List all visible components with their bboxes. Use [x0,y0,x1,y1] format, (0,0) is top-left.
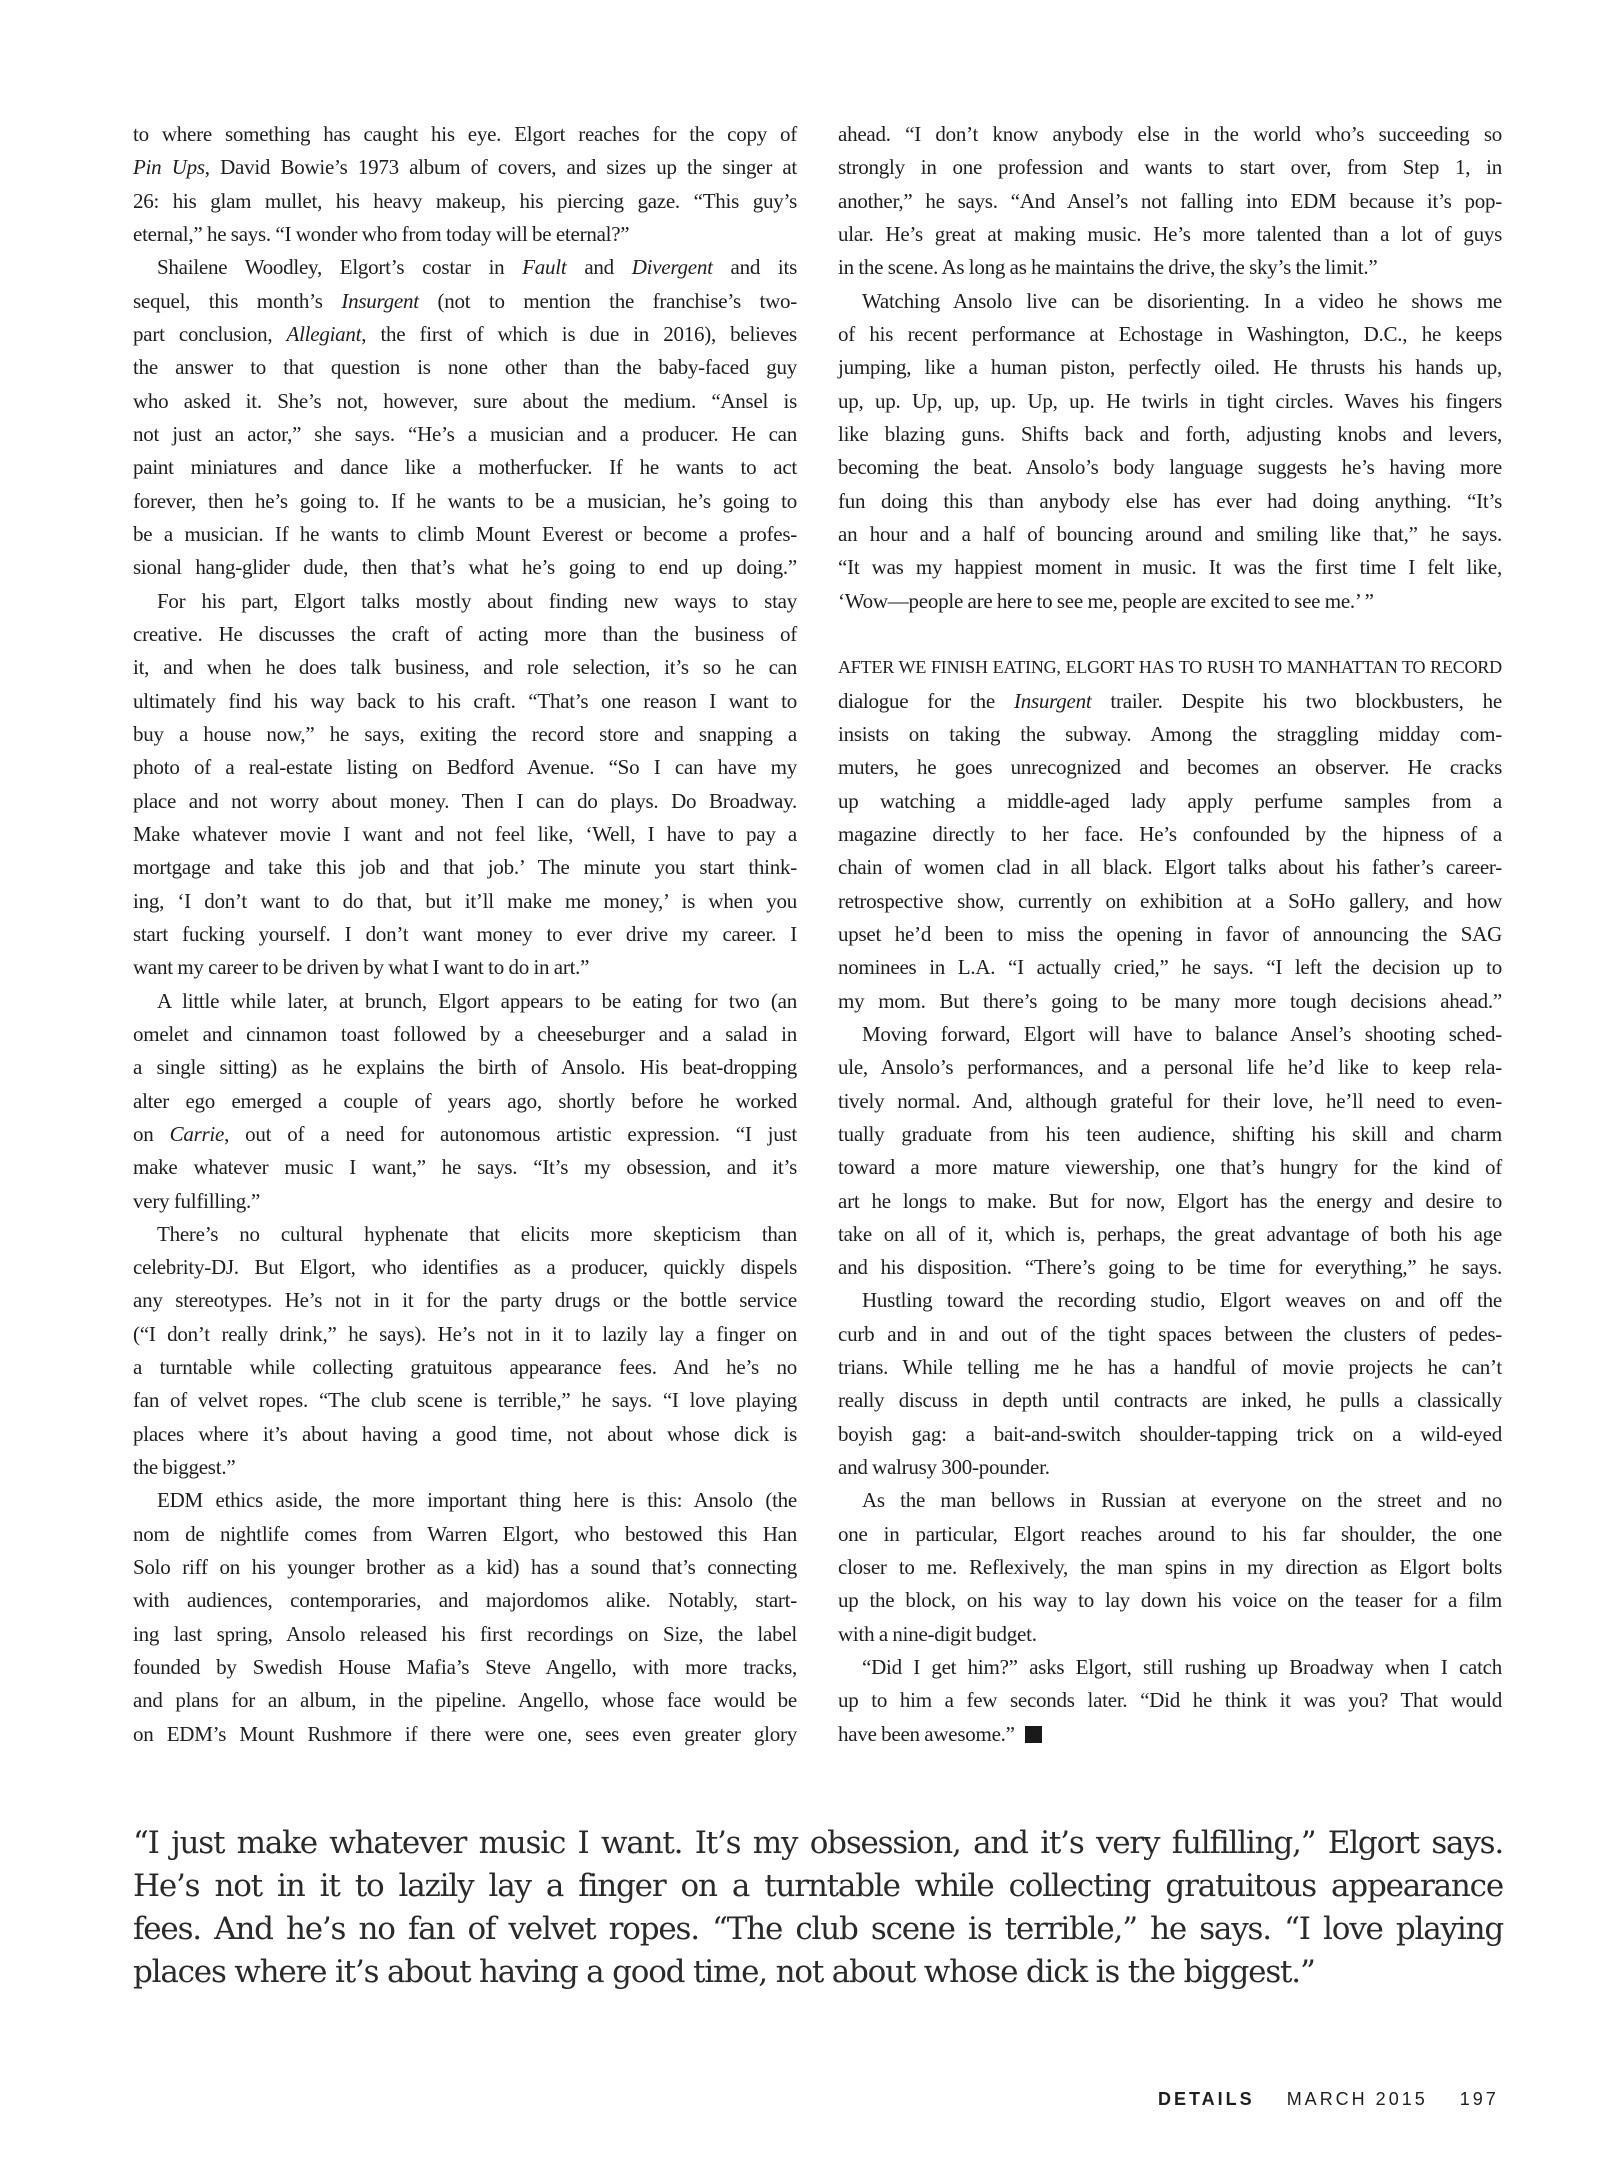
text-line: tively normal. And, although grateful for their love, he’ll need to even- [838,1088,1502,1113]
text-line: and his disposition. “There’s going to be time for everything,” he says. [838,1255,1502,1280]
text-line: “Did I get him?” asks Elgort, still rushing up Broadway when I catch [862,1655,1502,1680]
text-line: a turntable while collecting gratuitous appearance fees. And he’s no [133,1355,797,1380]
text-line: buy a house now,” he says, exiting the record store and snapping a [133,721,797,746]
text-line: to where something has caught his eye. Elgort reaches for the copy of [133,122,797,146]
text-line: very fulfilling.” [133,1188,261,1213]
text-line: start fucking yourself. I don’t want money to ever drive my career. I [133,921,797,946]
magazine-name: DETAILS [1158,2089,1255,2109]
text-line: 26: his glam mullet, his heavy makeup, his piercing gaze. “This guy’s [133,188,797,213]
pull-quote-line: places where it’s about having a good time, not about whose dick is the biggest.” [133,1954,1315,1990]
text-line: Moving forward, Elgort will have to balance Ansel’s shooting sched- [862,1021,1502,1046]
italic-title: Pin Ups [133,155,205,180]
article-column-left [133,118,797,1751]
text-line: on EDM’s Mount Rushmore if there were one, sees even greater glory [133,1721,797,1746]
end-of-article-mark-icon [1025,1726,1042,1743]
text-line: who asked it. She’s not, however, sure about the medium. “Ansel is [133,388,797,413]
page-number: 197 [1459,2089,1499,2109]
text-line: chain of women clad in all black. Elgort talks about his father’s career- [838,855,1502,880]
text-line: in the scene. As long as he maintains the drive, the sky’s the limit.” [838,255,1378,280]
text-line: retrospective show, currently on exhibition at a SoHo gallery, and how [838,888,1502,913]
text-line: like blazing guns. Shifts back and forth, adjusting knobs and levers, [838,421,1502,446]
text-line: want my career to be driven by what I want to do in art.” [133,955,590,980]
text-line: nominees in L.A. “I actually cried,” he says. “I left the decision up to [838,955,1502,980]
text-line: the biggest.” [133,1455,236,1480]
text-line: of his recent performance at Echostage in Washington, D.C., he keeps [838,321,1502,346]
text-line: places where it’s about having a good time, not about whose dick is [133,1421,797,1446]
text-line: it, and when he does talk business, and role selection, it’s so he can [133,655,797,680]
italic-title: Insurgent [341,288,419,313]
pull-quote-line: He’s not in it to lazily lay a finger on a turntable while collecting gratuitous appearance [133,1868,1503,1904]
text-line: with a nine-digit budget. [838,1621,1037,1646]
text-line: muters, he goes unrecognized and becomes an observer. He cracks [838,755,1502,780]
text-line: boyish gag: a bait-and-switch shoulder-tapping trick on a wild-eyed [838,1421,1502,1446]
text-line: alter ego emerged a couple of years ago, shortly before he worked [133,1088,797,1113]
text-line: creative. He discusses the craft of acting more than the business of [133,621,797,646]
text-line: For his part, Elgort talks mostly about finding new ways to stay [157,588,797,613]
pull-quote [133,1822,1503,1994]
text-line: one in particular, Elgort reaches around to his far shoulder, the one [838,1521,1502,1546]
text-line: nom de nightlife comes from Warren Elgort, who bestowed this Han [133,1521,797,1546]
pull-quote-line: “I just make whatever music I want. It’s my obsession, and it’s very fulfilling,” Elgort says. [133,1825,1503,1861]
text-line: fan of velvet ropes. “The club scene is terrible,” he says. “I love playing [133,1388,797,1413]
text-line: forever, then he’s going to. If he wants to be a musician, he’s going to [133,488,797,513]
text-line: have been awesome.” [838,1718,1502,1751]
text-line: sequel, this month’s Insurgent (not to mention the franchise’s two- [133,288,797,313]
text-line: really discuss in depth until contracts are inked, he pulls a classically [838,1388,1502,1413]
text-line: dialogue for the Insurgent trailer. Despite his two blockbusters, he [838,688,1502,713]
page-footer [1158,2089,1499,2113]
text-line: upset he’d been to miss the opening in favor of announcing the SAG [838,921,1502,946]
text-line: founded by Swedish House Mafia’s Steve Angello, with more tracks, [133,1655,797,1680]
text-line: becoming the beat. Ansolo’s body language suggests he’s having more [838,455,1502,480]
text-line: an hour and a half of bouncing around and smiling like that,” he says. [838,521,1502,546]
text-line: up the block, on his way to lay down his voice on the teaser for a film [838,1588,1502,1613]
text-line: paint miniatures and dance like a motherfucker. If he wants to act [133,455,797,480]
text-line: curb and in and out of the tight spaces between the clusters of pedes- [838,1321,1502,1346]
section-lead-in: AFTER WE FINISH EATING, ELGORT HAS TO RUSH TO MANHATTAN TO RECORD [838,657,1502,678]
text-line: on Carrie, out of a need for autonomous artistic expression. “I just [133,1121,797,1146]
text-line: art he longs to make. But for now, Elgort has the energy and desire to [838,1188,1502,1213]
text-line: not just an actor,” she says. “He’s a musician and a producer. He can [133,421,797,446]
text-line: Make whatever movie I want and not feel like, ‘Well, I have to pay a [133,821,797,846]
text-line: up to him a few seconds later. “Did he think it was you? That would [838,1688,1502,1713]
text-line: Pin Ups, David Bowie’s 1973 album of covers, and sizes up the singer at [133,155,798,180]
text-line: jumping, like a human piston, perfectly oiled. He thrusts his hands up, [838,355,1502,380]
text-line: ule, Ansolo’s performances, and a personal life he’d like to keep rela- [838,1055,1502,1080]
text-line: part conclusion, Allegiant, the first of which is due in 2016), believes [133,321,797,346]
italic-title: Divergent [631,255,713,280]
text-line: ing last spring, Ansolo released his first recordings on Size, the label [133,1621,797,1646]
text-line: omelet and cinnamon toast followed by a cheeseburger and a salad in [133,1021,797,1046]
text-line: ahead. “I don’t know anybody else in the world who’s succeeding so [838,122,1502,146]
text-line: Solo riff on his younger brother as a kid) has a sound that’s connecting [133,1555,797,1580]
text-line: Shailene Woodley, Elgort’s costar in Fault and Divergent and its [157,255,797,280]
text-line: fun doing this than anybody else has ever had doing anything. “It’s [838,488,1502,513]
text-line: (“I don’t really drink,” he says). He’s not in it to lazily lay a finger on [133,1321,797,1346]
text-line: be a musician. If he wants to climb Mount Everest or become a profes- [133,521,797,546]
text-line: photo of a real-estate listing on Bedford Avenue. “So I can have my [133,755,797,780]
text-line: another,” he says. “And Ansel’s not falling into EDM because it’s pop- [838,188,1502,213]
text-line: Hustling toward the recording studio, Elgort weaves on and off the [862,1288,1502,1313]
text-line: As the man bellows in Russian at everyone on the street and no [862,1488,1502,1513]
text-line: ‘Wow—people are here to see me, people are excited to see me.’ ” [838,588,1374,613]
text-line: trians. While telling me he has a handful of movie projects he can’t [838,1355,1502,1380]
text-line: ing, ‘I don’t want to do that, but it’ll make me money,’ is when you [133,888,797,913]
italic-title: Carrie [169,1121,225,1146]
text-line: up, up. Up, up, up. Up, up. He twirls in tight circles. Waves his fingers [838,388,1502,413]
text-line: Watching Ansolo live can be disorienting. In a video he shows me [862,288,1502,313]
text-line: toward a more mature viewership, one that’s hungry for the kind of [838,1155,1502,1180]
text-line: and walrusy 300-pounder. [838,1455,1050,1480]
text-line: place and not worry about money. Then I can do plays. Do Broadway. [133,788,797,813]
italic-title: Allegiant [286,321,362,346]
text-line: insists on taking the subway. Among the straggling midday com- [838,721,1502,746]
italic-title: Insurgent [1013,688,1092,713]
text-line: any stereotypes. He’s not in it for the party drugs or the bottle service [133,1288,797,1313]
text-line: with audiences, contemporaries, and majordomos alike. Notably, start- [133,1588,797,1613]
text-line: closer to me. Reflexively, the man spins in my direction as Elgort bolts [838,1555,1502,1580]
text-line: A little while later, at brunch, Elgort appears to be eating for two (an [157,988,797,1013]
text-line: magazine directly to her face. He’s confounded by the hipness of a [838,821,1502,846]
text-line: take on all of it, which is, perhaps, the great advantage of both his age [838,1221,1502,1246]
text-line: mortgage and take this job and that job.’ The minute you start think- [133,855,797,880]
text-line: my mom. But there’s going to be many more tough decisions ahead.” [838,988,1502,1013]
text-line: sional hang-glider dude, then that’s what he’s going to end up doing.” [133,555,797,580]
text-line: “It was my happiest moment in music. It was the first time I felt like, [838,555,1502,580]
text-line: make whatever music I want,” he says. “It’s my obsession, and it’s [133,1155,797,1180]
text-line: tually graduate from his teen audience, shifting his skill and charm [838,1121,1502,1146]
text-line: There’s no cultural hyphenate that elicits more skepticism than [157,1221,797,1246]
text-line: ultimately find his way back to his craft. “That’s one reason I want to [133,688,797,713]
text-line: strongly in one profession and wants to start over, from Step 1, in [838,155,1502,180]
text-line: up watching a middle-aged lady apply perfume samples from a [838,788,1502,813]
text-line: eternal,” he says. “I wonder who from today will be eternal?” [133,221,630,246]
text-line: and plans for an album, in the pipeline. Angello, whose face would be [133,1688,797,1713]
article-column-right [838,118,1502,1751]
text-line: a single sitting) as he explains the birth of Ansolo. His beat-dropping [133,1055,797,1080]
text-line: celebrity-DJ. But Elgort, who identifies as a producer, quickly dispels [133,1255,797,1280]
italic-title: Fault [522,255,567,280]
issue-date: MARCH 2015 [1286,2089,1428,2109]
pull-quote-line: fees. And he’s no fan of velvet ropes. “The club scene is terrible,” he says. “I love playing [133,1911,1503,1947]
text-line: the answer to that question is none other than the baby-faced guy [133,355,797,380]
text-line: ular. He’s great at making music. He’s more talented than a lot of guys [838,221,1502,246]
text-line: EDM ethics aside, the more important thing here is this: Ansolo (the [157,1488,797,1513]
